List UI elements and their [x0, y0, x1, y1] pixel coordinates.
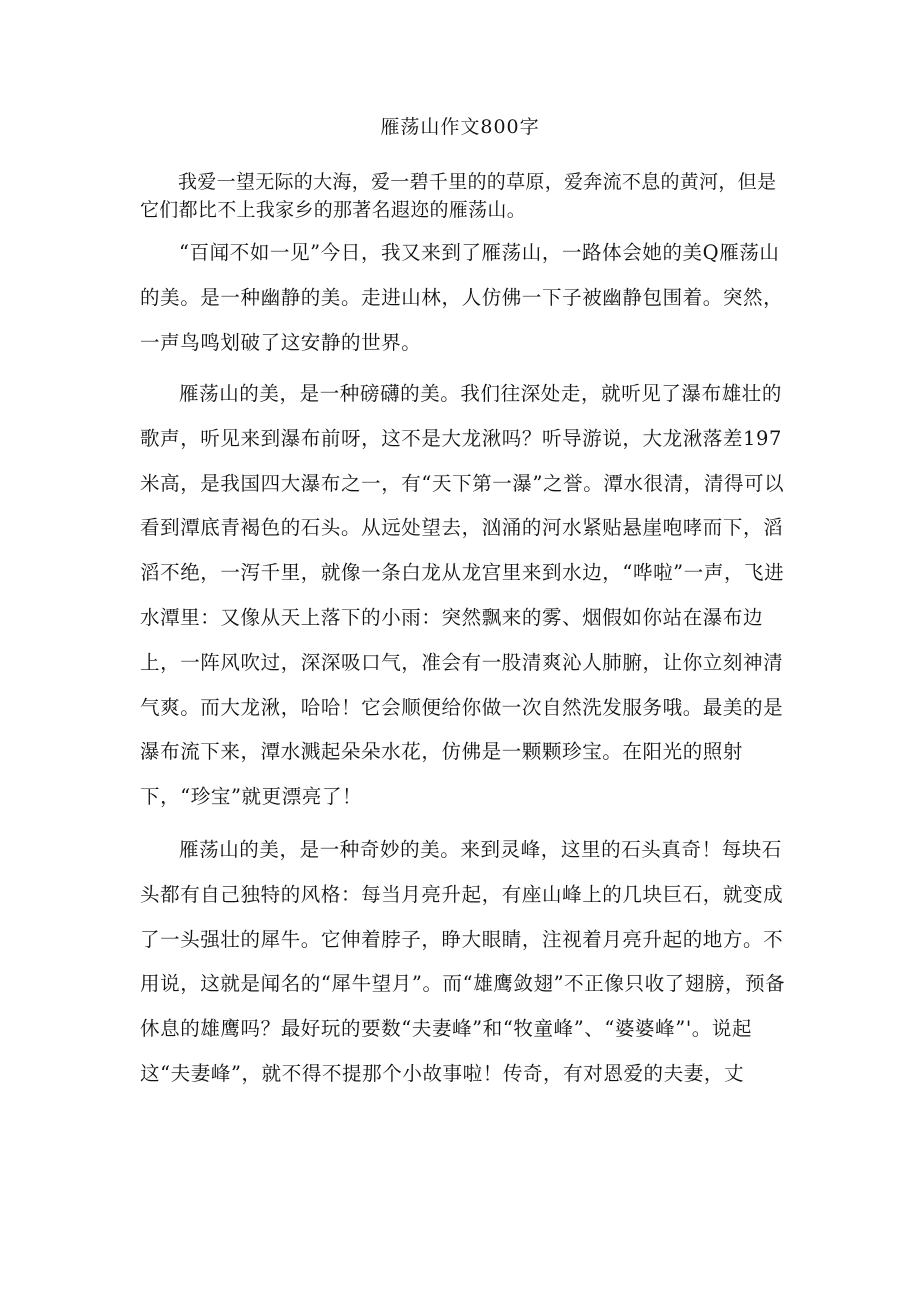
paragraph-wondrous-beauty: 雁荡山的美，是一种奇妙的美。来到灵峰，这里的石头真奇！每块石头都有自己独特的风格：每当月亮升起，有座山峰上的几块巨石，就变成了一头强壮的犀牛。它伸着脖子，睁大眼睛，注视着月亮升起的地方。不用说，这就是闻名的“犀牛望月”。而“雄鹰敛翅”不正像只收了翅膀，预备休息的雄鹰吗？最好玩的要数“夫妻峰”和“牧童峰”、“婆婆峰”'。说起这“夫妻峰”，就不得不提那个小故事啦！传奇，有对恩爱的夫妻，丈: [140, 838, 786, 1085]
paragraph-majestic-beauty: 雁荡山的美，是一种磅礴的美。我们往深处走，就听见了瀑布雄壮的歌声，听见来到瀑布前呀，这不是大龙湫吗？听导游说，大龙湫落差197米高，是我国四大瀑布之一，有“天下第一瀑”之誉。潭水很清，清得可以看到潭底青褐色的石头。从远处望去，汹涌的河水紧贴悬崖咆哮而下，滔滔不绝，一泻千里，就像一条白龙从龙宫里来到水边，“哗啦”一声，飞进水潭里：又像从天上落下的小雨：突然飘来的雾、烟假如你站在瀑布边上，一阵风吹过，深深吸口气，准会有一股清爽沁人肺腑，让你立刻神清气爽。而大龙湫，哈哈！它会顺便给你做一次自然洗发服务哦。最美的是瀑布流下来，潭水溅起朵朵水花，仿佛是一颗颗珍宝。在阳光的照射下，“珍宝”就更漂亮了！: [140, 382, 785, 809]
document-title: 雁荡山作文800字: [380, 116, 540, 138]
paragraph-quiet-beauty: “百闻不如一见”今日，我又来到了雁荡山，一路体会她的美Q雁荡山的美。是一种幽静的美。走进山林，人仿佛一下子被幽静包围着。突然，一声鸟鸣划破了这安静的世界。: [140, 241, 784, 354]
paragraph-intro: 我爱一望无际的大海，爱一碧千里的的草原，爱奔流不息的黄河，但是它们都比不上我家乡的那著名遐迩的雁荡山。: [140, 171, 777, 221]
